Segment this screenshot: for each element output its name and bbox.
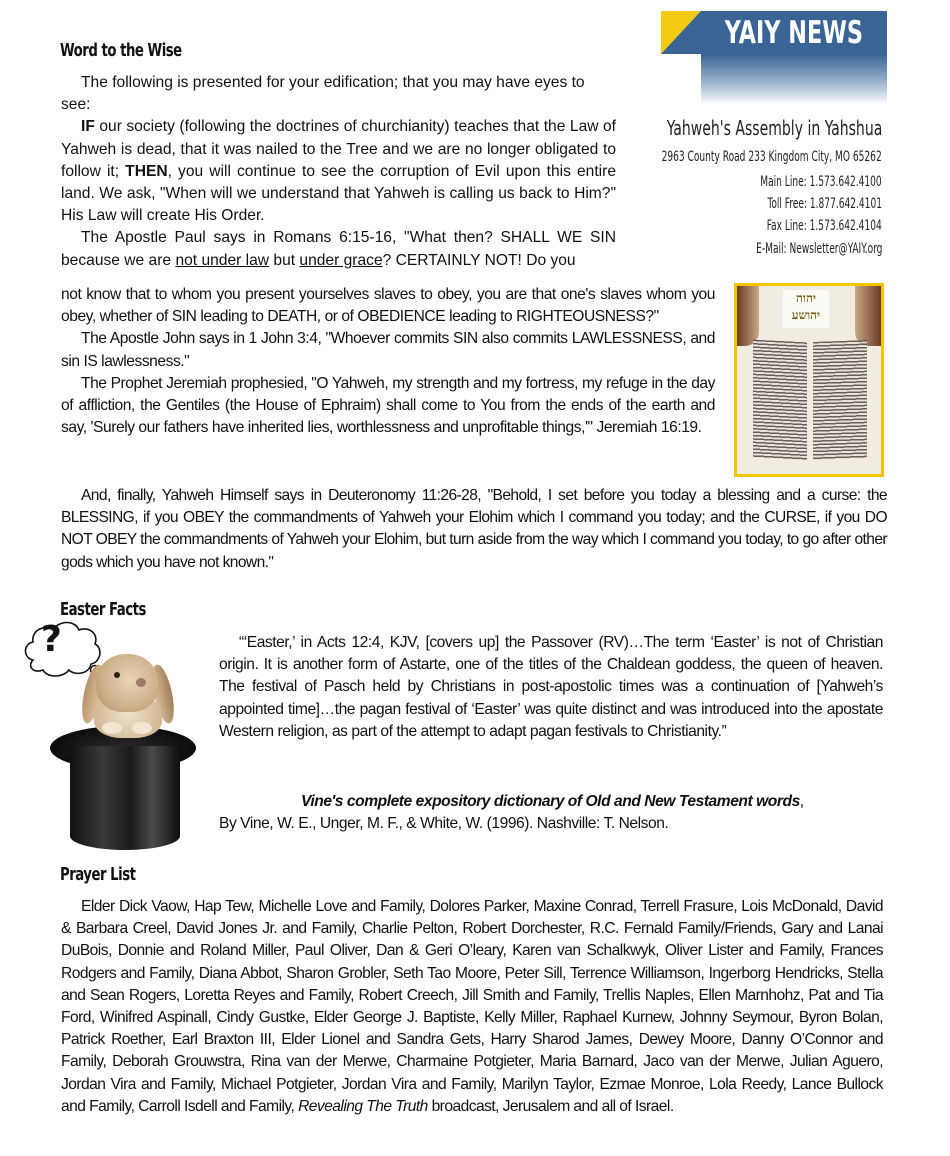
org-name: Yahweh's Assembly in Yahshua — [666, 116, 882, 140]
word-to-the-wise-middle — [61, 284, 715, 439]
fax-line: Fax Line: 1.573.642.4104 — [766, 218, 882, 234]
question-mark-icon: ? — [41, 619, 62, 660]
rabbit-paw — [132, 722, 152, 734]
rabbit-nose — [136, 678, 146, 687]
paragraph: The Prophet Jeremiah prophesied, "O Yahweh, my strength and my fortress, my refuge in the day of affliction, the Gentiles (the House of Ephraim) shall come to You from the ends of the earth and say, 'Surely our fathers have inherited lies, worthlessness and unprofitable things,'" Jeremiah 16:19. — [61, 374, 715, 437]
top-hat-body — [70, 746, 180, 850]
toll-free-line: Toll Free: 1.877.642.4101 — [767, 196, 882, 212]
paragraph: not know that to whom you present yourselves slaves to obey, you are that one's slaves whom you obey, whether of SIN leading to DEATH, or of OBEDIENCE leading to RIGHTEOUSNESS?" — [61, 286, 715, 326]
paragraph: And, finally, Yahweh Himself says in Deuteronomy 11:26-28, "Behold, I set before you today a blessing and a curse: the BLESSING, if you OBEY the commandments of Yahweh your Elohim which I command you today; and the CURSE, if you DO NOT OBEY the commandments of Yahweh your Elohim, but turn aside from the way which I command you today, to go after other gods which you have not known." — [61, 487, 887, 571]
scroll-text-column — [753, 340, 807, 461]
hebrew-name-label — [783, 290, 829, 328]
prayer-names: Elder Dick Vaow, Hap Tew, Michelle Love and Family, Dolores Parker, Maxine Conrad, Terrell Frasure, Lois McDonald, David & Barbara Creel, David Jones Jr. and Family, Charlie Pelton, Robert Dorchester, R.C. Fernald Family/Friends, Gary and Lanai DuBois, Donnie and Roland Miller, Paul Oliver, Dan & Geri O’leary, Karen van Schalkwyk, Oliver Lister and Family, Frances Rodgers and Family, Diana Abbot, Sharon Grobler, Seth Tao Moore, Peter Sill, Terrence Williamson, Ingerborg Hendricks, Stella and Sean Rogers, Loretta Reyes and Family, Robert Creech, Jill Smith and Family, Trellis Naples, Ellen Marnhohz, Pat and Tia Ford, Winifred Aspinall, Cindy Gustke, Elder George J. Baptiste, Kelly Miller, Raphael Kurnew, Johnny Seymour, Byron Bolan, Patrick Roether, Earl Braxton III, Elder Lionel and Sandra Gets, Harry Sharod James, Dewey Moore, Danny O’Connor and Family, Deborah Grouwstra, Rina van der Merwe, Charmaine Potgieter, Maria Barnard, Jaco van der Merwe, Julian Aguero, Jordan Vira and Family, Michael Potgieter, Jordan Vira and Family, Marilyn Taylor, Ezmae Monroe, Lola Reedy, Lance Bullock and Family, Carroll Isdell and Family, — [61, 898, 883, 1115]
bold-if: IF — [81, 118, 95, 136]
banner-notch — [661, 54, 701, 105]
paragraph: The following is presented for your edification; that you may have eyes to see: — [61, 74, 585, 114]
citation-title: Vine's complete expository dictionary of Old and New Testament words — [301, 793, 800, 810]
banner-title: YAIY NEWS — [724, 15, 863, 51]
section-heading-prayer-list: Prayer List — [60, 864, 136, 885]
prayer-list-body — [61, 896, 883, 1118]
text-run: ? CERTAINLY NOT! Do you — [382, 251, 576, 269]
scroll-text-column — [813, 340, 867, 460]
word-to-the-wise-closing — [61, 485, 887, 574]
section-heading-word-to-the-wise: Word to the Wise — [60, 40, 182, 61]
banner-yellow-triangle — [661, 11, 701, 54]
underlined-under-grace: under grace — [299, 251, 383, 269]
bold-then: THEN — [125, 162, 168, 180]
rabbit-paw — [102, 722, 122, 734]
masthead-banner — [661, 11, 887, 105]
rabbit-head — [96, 654, 158, 712]
paragraph: The Apostle John says in 1 John 3:4, "Whoever commits SIN also commits LAWLESSNESS, and sin IS lawlessness." — [61, 330, 715, 370]
broadcast-title: Revealing The Truth — [298, 1097, 428, 1115]
rabbit-eye — [114, 672, 120, 678]
citation-title-line: Vine's complete expository dictionary of Old and New Testament words, — [301, 793, 804, 810]
paragraph — [61, 116, 616, 227]
text-run: , you will continue to see the corruption of Evil upon this entire land. We ask, "When will we understand that Yahweh is calling us back to Him?" His Law will create His Order. — [61, 162, 616, 225]
hebrew-yhwh: יהוה — [795, 291, 817, 305]
main-line: Main Line: 1.573.642.4100 — [760, 174, 882, 190]
section-heading-easter-facts: Easter Facts — [60, 599, 146, 620]
paragraph: “‘Easter,’ in Acts 12:4, KJV, [covers up] the Passover (RV)…The term ‘Easter’ is not of Christian origin. It is another form of Astarte, one of the titles of the Chaldean goddess, the queen of heaven. The festival of Pasch held by Christians in post-apostolic times was a continuation of [Yahweh’s appointed time]…the pagan festival of ‘Easter’ was quite distinct and was introduced into the apostate Western religion, as part of the attempt to adapt pagan festivals to Christianity.” — [219, 634, 883, 740]
word-to-the-wise-intro — [61, 72, 616, 272]
easter-facts-quote — [219, 632, 883, 743]
scroll-rod-right — [855, 286, 881, 346]
underlined-not-under-law: not under law — [175, 251, 270, 269]
org-address: 2963 County Road 233 Kingdom City, MO 65262 — [661, 149, 882, 165]
scroll-rod-left — [737, 286, 759, 346]
rabbit-in-hat-image — [18, 618, 223, 858]
torah-scroll-image — [734, 283, 884, 477]
citation-details: By Vine, W. E., Unger, M. F., & White, W. (1996). Nashville: T. Nelson. — [219, 815, 669, 833]
paragraph — [61, 227, 616, 271]
hebrew-yahshua: יהושע — [791, 308, 821, 322]
email-line[interactable]: E-Mail: Newsletter@YAIY.org — [755, 241, 882, 257]
easter-facts-citation — [219, 791, 883, 835]
paragraph — [61, 896, 883, 1118]
text-run: our society (following the doctrines of churchianity) teaches that the Law of Yahweh is dead, that it was nailed to the Tree and we are no longer obligated to follow it; — [61, 118, 616, 180]
text-run: but — [269, 251, 300, 269]
text-run: The Apostle Paul says in Romans 6:15-16, "What then? SHALL WE SIN because we are — [61, 229, 616, 269]
prayer-names-end: broadcast, Jerusalem and all of Israel. — [427, 1097, 674, 1115]
